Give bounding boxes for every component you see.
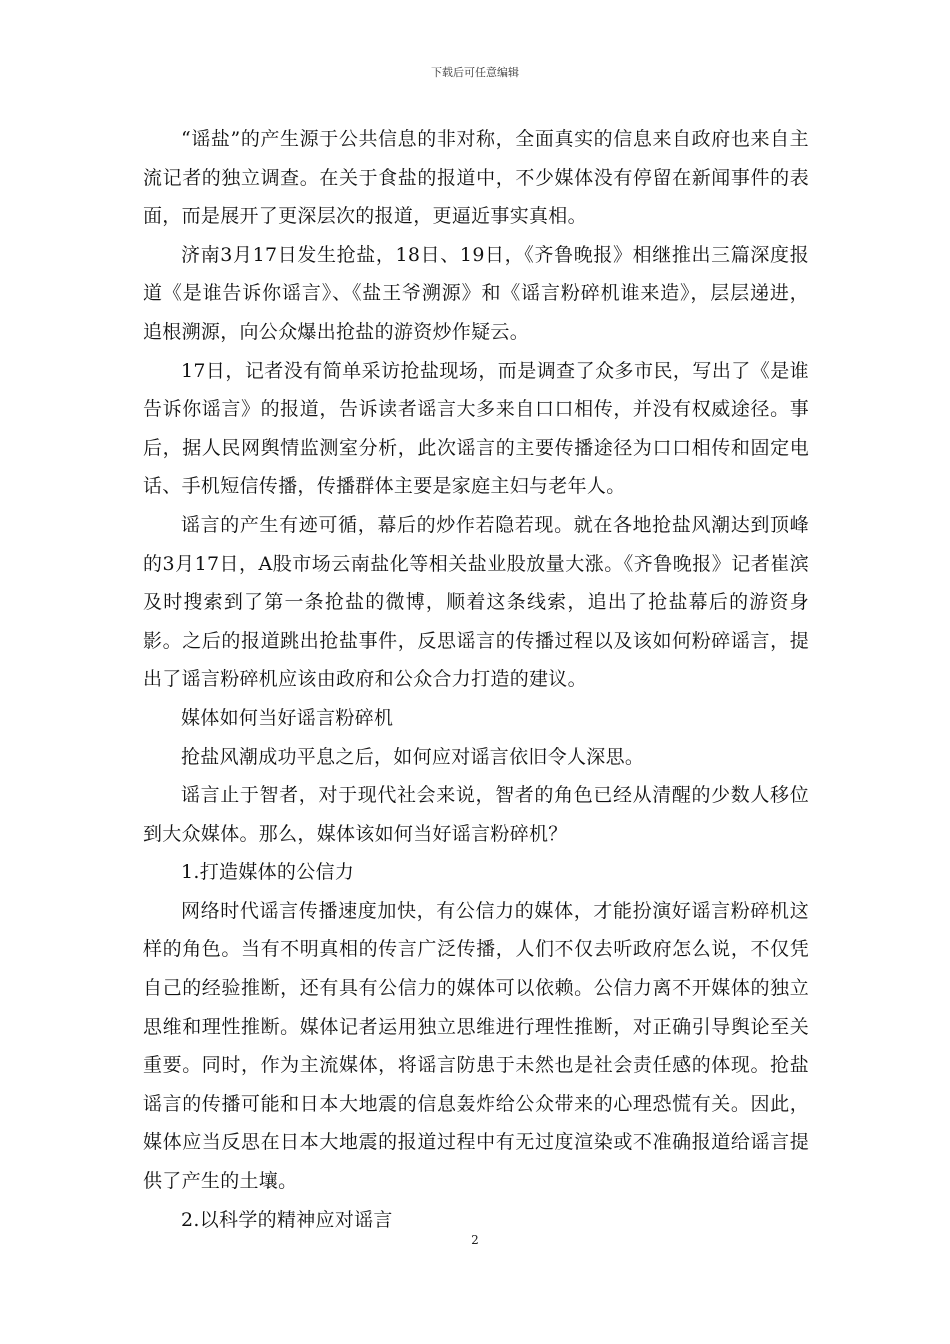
paragraph-17th: 17日，记者没有简单采访抢盐现场，而是调查了众多市民，写出了《是谁告诉你谣言》的报道，告诉读者谣言大多来自口口相传，并没有权威途径。事后，据人民网舆情监测室分析，此次谣言的主要传播途径为口口相传和固定电话、手机短信传播，传播群体主要是家庭主妇与老年人。	[143, 359, 809, 498]
paragraph-reflection: 抢盐风潮成功平息之后，如何应对谣言依旧令人深思。	[181, 745, 645, 768]
body-text	[143, 120, 809, 1239]
subheading-credibility: 1.打造媒体的公信力	[181, 861, 355, 884]
paragraph-wise: 谣言止于智者，对于现代社会来说，智者的角色已经从清醒的少数人移位到大众媒体。那么，媒体该如何当好谣言粉碎机？	[143, 784, 809, 845]
paragraph-rumor-origin: 谣言的产生有迹可循，幕后的炒作若隐若现。就在各地抢盐风潮达到顶峰的3月17日，A股市场云南盐化等相关盐业股放量大涨。《齐鲁晚报》记者崔滨及时搜索到了第一条抢盐的微博，顺着这条线索，追出了抢盐幕后的游资身影。之后的报道跳出抢盐事件，反思谣言的传播过程以及该如何粉碎谣言，提出了谣言粉碎机应该由政府和公众合力打造的建议。	[143, 513, 809, 691]
paragraph-credibility: 网络时代谣言传播速度加快，有公信力的媒体，才能扮演好谣言粉碎机这样的角色。当有不明真相的传言广泛传播，人们不仅去听政府怎么说，不仅凭自己的经验推断，还有具有公信力的媒体可以依赖。公信力离不开媒体的独立思维和理性推断。媒体记者运用独立思维进行理性推断，对正确引导舆论至关重要。同时，作为主流媒体，将谣言防患于未然也是社会责任感的体现。抢盐谣言的传播可能和日本大地震的信息轰炸给公众带来的心理恐慌有关。因此，媒体应当反思在日本大地震的报道过程中有无过度渲染或不准确报道给谣言提供了产生的土壤。	[143, 899, 809, 1193]
paragraph-jinan: 济南3月17日发生抢盐，18日、19日，《齐鲁晚报》相继推出三篇深度报道《是谁告诉你谣言》、《盐王爷溯源》和《谣言粉碎机谁来造》，层层递进，追根溯源，向公众爆出抢盐的游资炒作疑云。	[143, 243, 809, 343]
page-number: 2	[471, 1233, 479, 1247]
paragraph-intro: “谣盐”的产生源于公共信息的非对称，全面真实的信息来自政府也来自主流记者的独立调查。在关于食盐的报道中，不少媒体没有停留在新闻事件的表面，而是展开了更深层次的报道，更逼近事实真相。	[143, 128, 809, 228]
section-heading: 媒体如何当好谣言粉碎机	[181, 706, 394, 729]
page-header: 下载后可任意编辑	[431, 66, 519, 79]
subheading-science: 2.以科学的精神应对谣言	[181, 1208, 393, 1231]
